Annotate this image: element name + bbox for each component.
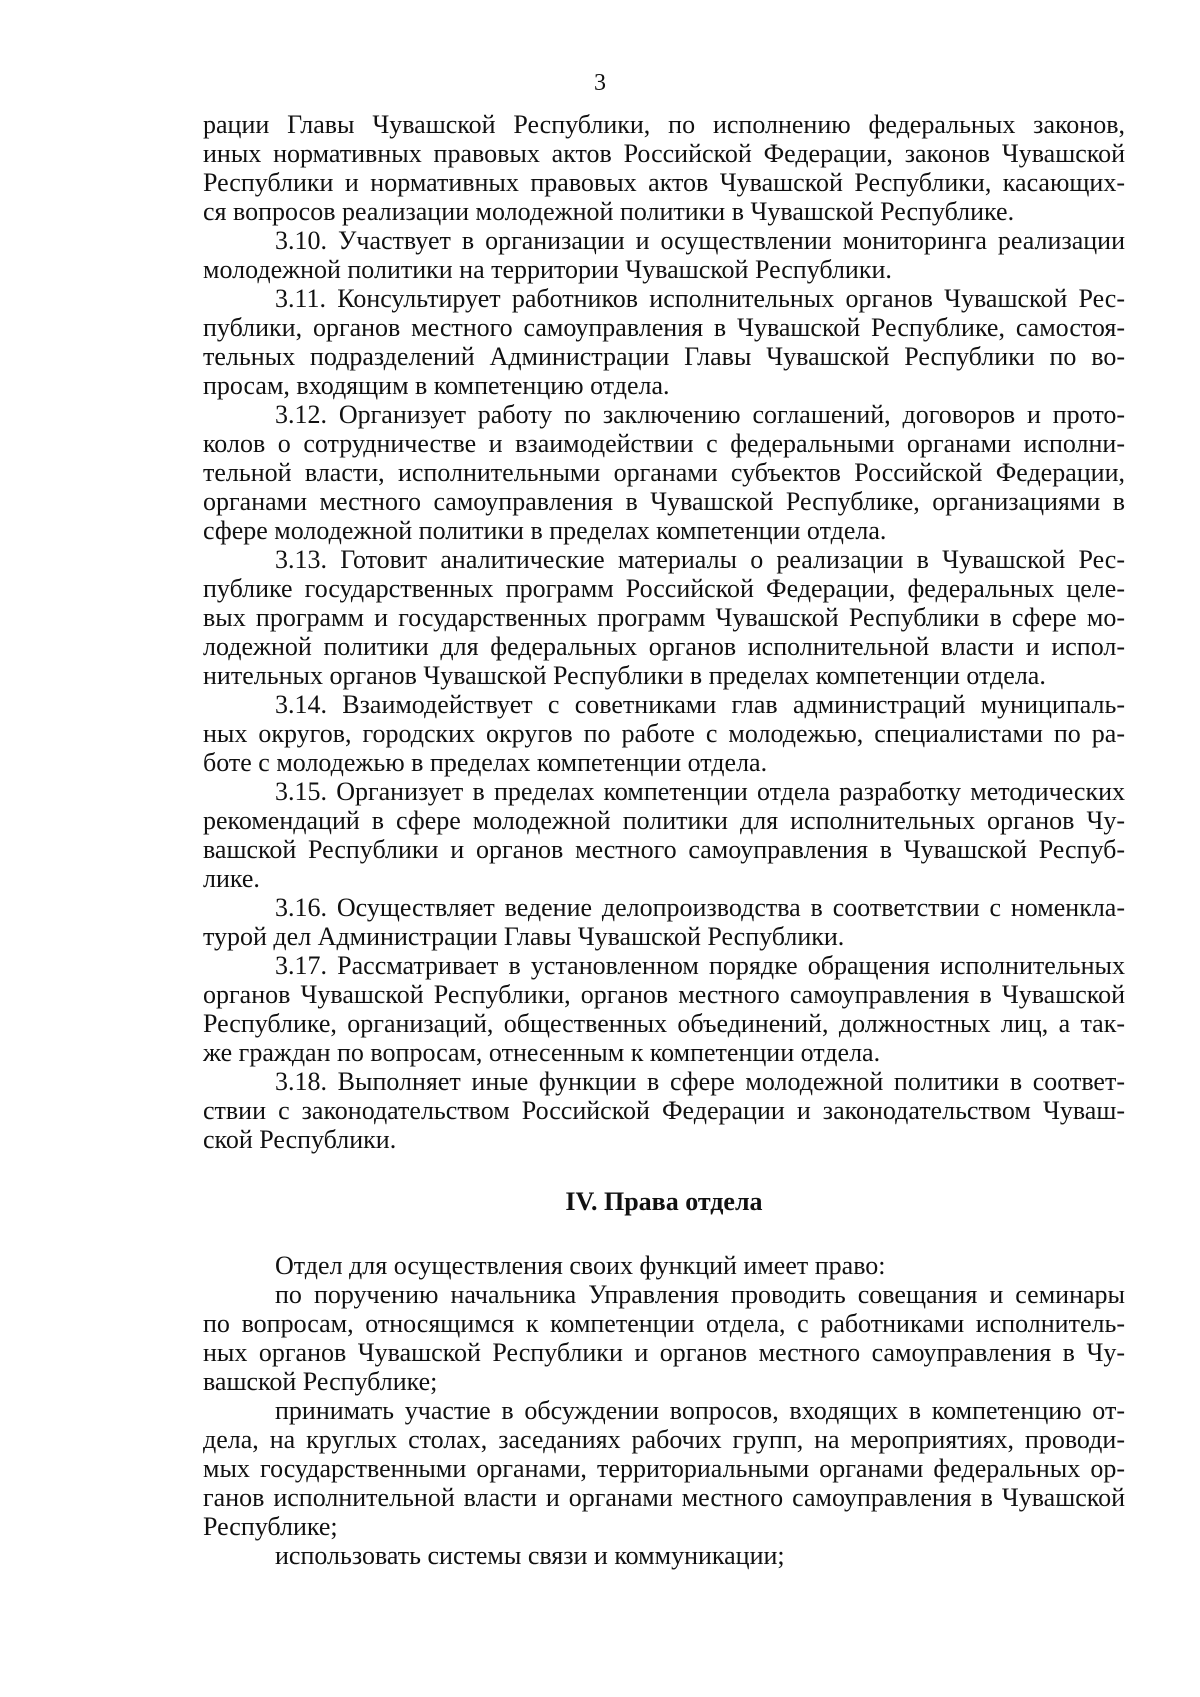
text-line: 3.12. Организует работу по заключению соглашений, договоров и прото- (275, 400, 1125, 429)
text-line: 3.16. Осуществляет ведение делопроизводства в соответствии с номенкла- (275, 893, 1125, 922)
text-line: сфере молодежной политики в пределах компетенции отдела. (203, 516, 887, 545)
text-line: дела, на круглых столах, заседаниях рабочих групп, на мероприятиях, проводи- (203, 1425, 1125, 1454)
text-line: 3.18. Выполняет иные функции в сфере молодежной политики в соответ- (275, 1067, 1125, 1096)
text-line: ской Республики. (203, 1125, 397, 1154)
text-line: вашской Республики и органов местного самоуправления в Чувашской Респуб- (203, 835, 1125, 864)
text-line: вых программ и государственных программ Чувашской Республики в сфере мо- (203, 603, 1125, 632)
text-line: молодежной политики на территории Чувашской Республики. (203, 255, 892, 284)
text-line: мых государственными органами, территориальными органами федеральных ор- (203, 1454, 1125, 1483)
text-line: органов Чувашской Республики, органов местного самоуправления в Чувашской (203, 980, 1125, 1009)
text-line: Республике; (203, 1512, 338, 1541)
page-number: 3 (594, 70, 606, 96)
section-4-text (203, 1251, 1125, 1570)
text-line: по поручению начальника Управления проводить совещания и семинары (275, 1280, 1125, 1309)
text-line: 3.10. Участвует в организации и осуществлении мониторинга реализации (275, 226, 1125, 255)
text-line: иных нормативных правовых актов Российской Федерации, законов Чувашской (203, 139, 1125, 168)
text-line: принимать участие в обсуждении вопросов, входящих в компетенцию от- (275, 1396, 1125, 1425)
text-line: боте с молодежью в пределах компетенции отдела. (203, 748, 768, 777)
text-line: публике государственных программ Российской Федерации, федеральных целе- (203, 574, 1125, 603)
text-line: нительных органов Чувашской Республики в пределах компетенции отдела. (203, 661, 1046, 690)
text-line: 3.17. Рассматривает в установленном порядке обращения исполнительных (275, 951, 1125, 980)
text-line: ствии с законодательством Российской Федерации и законодательством Чуваш- (203, 1096, 1125, 1125)
text-line: органами местного самоуправления в Чувашской Республике, организациями в (203, 487, 1125, 516)
text-line: же граждан по вопросам, отнесенным к компетенции отдела. (203, 1038, 881, 1067)
text-line: колов о сотрудничестве и взаимодействии с федеральными органами исполни- (203, 429, 1125, 458)
text-line: лодежной политики для федеральных органов исполнительной власти и испол- (203, 632, 1125, 661)
text-line: просам, входящим в компетенцию отдела. (203, 371, 670, 400)
section-3-text (203, 110, 1125, 1154)
text-line: вашской Республике; (203, 1367, 438, 1396)
text-line: Отдел для осуществления своих функций имеет право: (275, 1251, 886, 1280)
text-line: публики, органов местного самоуправления в Чувашской Республике, самостоя- (203, 313, 1125, 342)
text-line: лике. (203, 864, 260, 893)
text-line: 3.11. Консультирует работников исполнительных органов Чувашской Рес- (275, 284, 1125, 313)
text-line: тельной власти, исполнительными органами субъектов Российской Федерации, (203, 458, 1125, 487)
section-heading: IV. Права отдела (565, 1187, 763, 1216)
text-line: тельных подразделений Администрации Главы Чувашской Республики по во- (203, 342, 1125, 371)
text-line: турой дел Администрации Главы Чувашской Республики. (203, 922, 845, 951)
text-line: рекомендаций в сфере молодежной политики для исполнительных органов Чу- (203, 806, 1125, 835)
text-line: по вопросам, относящимся к компетенции отдела, с работниками исполнитель- (203, 1309, 1125, 1338)
text-line: 3.14. Взаимодействует с советниками глав администраций муниципаль- (275, 690, 1125, 719)
text-line: использовать системы связи и коммуникации; (275, 1541, 785, 1570)
text-line: ных органов Чувашской Республики и органов местного самоуправления в Чу- (203, 1338, 1125, 1367)
document-body (203, 110, 1125, 1570)
text-line: Республики и нормативных правовых актов Чувашской Республики, касающих- (203, 168, 1125, 197)
text-line: рации Главы Чувашской Республики, по исполнению федеральных законов, (203, 110, 1125, 139)
text-line: ся вопросов реализации молодежной политики в Чувашской Республике. (203, 197, 1015, 226)
text-line: ганов исполнительной власти и органами местного самоуправления в Чувашской (203, 1483, 1125, 1512)
text-line: 3.15. Организует в пределах компетенции отдела разработку методических (275, 777, 1125, 806)
text-line: Республике, организаций, общественных объединений, должностных лиц, а так- (203, 1009, 1125, 1038)
text-line: 3.13. Готовит аналитические материалы о реализации в Чувашской Рес- (275, 545, 1125, 574)
text-line: ных округов, городских округов по работе с молодежью, специалистами по ра- (203, 719, 1125, 748)
